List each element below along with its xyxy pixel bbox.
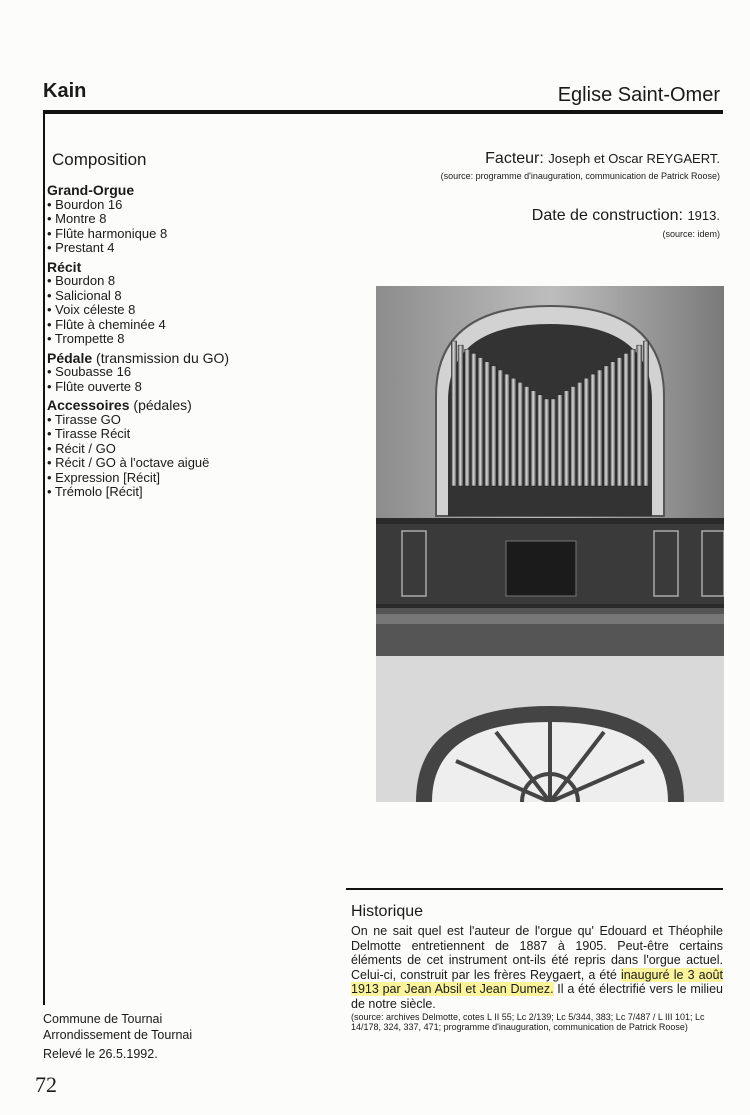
section-heading: [47, 183, 347, 198]
section-note: (transmission du GO): [92, 349, 230, 366]
commune: Commune de Tournai: [43, 1012, 163, 1026]
location-block: [43, 1011, 192, 1043]
section-heading: [47, 260, 347, 275]
historique-text-before: On ne sait quel est l'auteur de l'orgue qu' Edouard et Théophile Delmotte entretiennent de 1887 à 1905. Peut-être certains éléments de cet instrument ont-ils été repris dans l'orgue actuel. Celui-ci, construit par les frères Reygaert, a été: [351, 924, 723, 982]
historique-source: (source: archives Delmotte, cotes L II 55; Lc 2/139; Lc 5/344, 383; Lc 7/487 / L III 101; Lc 14/178, 324, 337, 471; programme d'inauguration, communication de Patrick Roose): [351, 1012, 705, 1032]
stop-item: • Trémolo [Récit]: [47, 484, 143, 499]
date-source: (source: idem): [662, 229, 720, 239]
date-value: 1913.: [687, 208, 720, 223]
historique-title: Historique: [351, 903, 424, 920]
composition-section: [47, 183, 347, 256]
section-name: Accessoires: [47, 397, 130, 413]
composition-list: [47, 183, 347, 500]
section-name: Récit: [47, 258, 82, 275]
left-rule: [43, 110, 45, 1005]
section-heading: [47, 351, 347, 366]
section-name: Grand-Orgue: [47, 182, 135, 198]
stop-item: • Prestant 4: [47, 240, 115, 255]
stop-item: • Tirasse Récit: [47, 426, 131, 441]
date-label: Date de construction:: [531, 207, 683, 224]
facteur-source: (source: programme d'inauguration, communication de Patrick Roose): [440, 171, 720, 181]
composition-section: [47, 260, 347, 347]
historique-text-after: Il a été électrifié vers le milieu de notre siècle.: [351, 982, 723, 1011]
facteur-line: [485, 150, 720, 168]
stop-item: • Bourdon 16: [47, 196, 123, 212]
composition-section: [47, 398, 347, 500]
organ-photo: [376, 286, 724, 802]
stop-item: • Voix céleste 8: [47, 302, 136, 317]
releve-date: Relevé le 26.5.1992.: [43, 1047, 158, 1061]
stop-item: • Flûte à cheminée 4: [47, 316, 166, 332]
historique-highlight: inauguré le 3 août 1913 par Jean Absil et Jean Dumez.: [351, 967, 723, 996]
stop-item: • Bourdon 8: [47, 273, 116, 288]
stop-item: • Récit / GO: [47, 440, 116, 456]
date-line: [532, 207, 720, 225]
facteur-value: Joseph et Oscar REYGAERT.: [548, 151, 720, 166]
stop-item: • Trompette 8: [47, 331, 125, 346]
stop-item: • Soubasse 16: [47, 364, 132, 379]
composition-title: Composition: [52, 150, 147, 169]
stop-item: • Flûte ouverte 8: [47, 378, 142, 394]
town-name: Kain: [43, 80, 87, 102]
facteur-label: Facteur:: [485, 150, 544, 167]
arrondissement: Arrondissement de Tournai: [43, 1028, 193, 1042]
page-number: 72: [35, 1072, 57, 1097]
church-name: Eglise Saint-Omer: [557, 84, 720, 106]
historique-text: [351, 924, 723, 1011]
section-name: Pédale: [47, 349, 93, 366]
stop-item: • Flûte harmonique 8: [47, 225, 168, 241]
stop-item: • Montre 8: [47, 211, 107, 226]
historique-rule: [346, 888, 723, 890]
stop-item: • Tirasse GO: [47, 411, 121, 427]
stop-item: • Expression [Récit]: [47, 469, 160, 485]
stop-item: • Salicional 8: [47, 287, 122, 303]
stop-item: • Récit / GO à l'octave aiguë: [47, 455, 210, 470]
top-rule: [43, 110, 723, 114]
section-note: (pédales): [129, 397, 192, 413]
section-heading: [47, 398, 347, 413]
composition-section: [47, 351, 347, 395]
